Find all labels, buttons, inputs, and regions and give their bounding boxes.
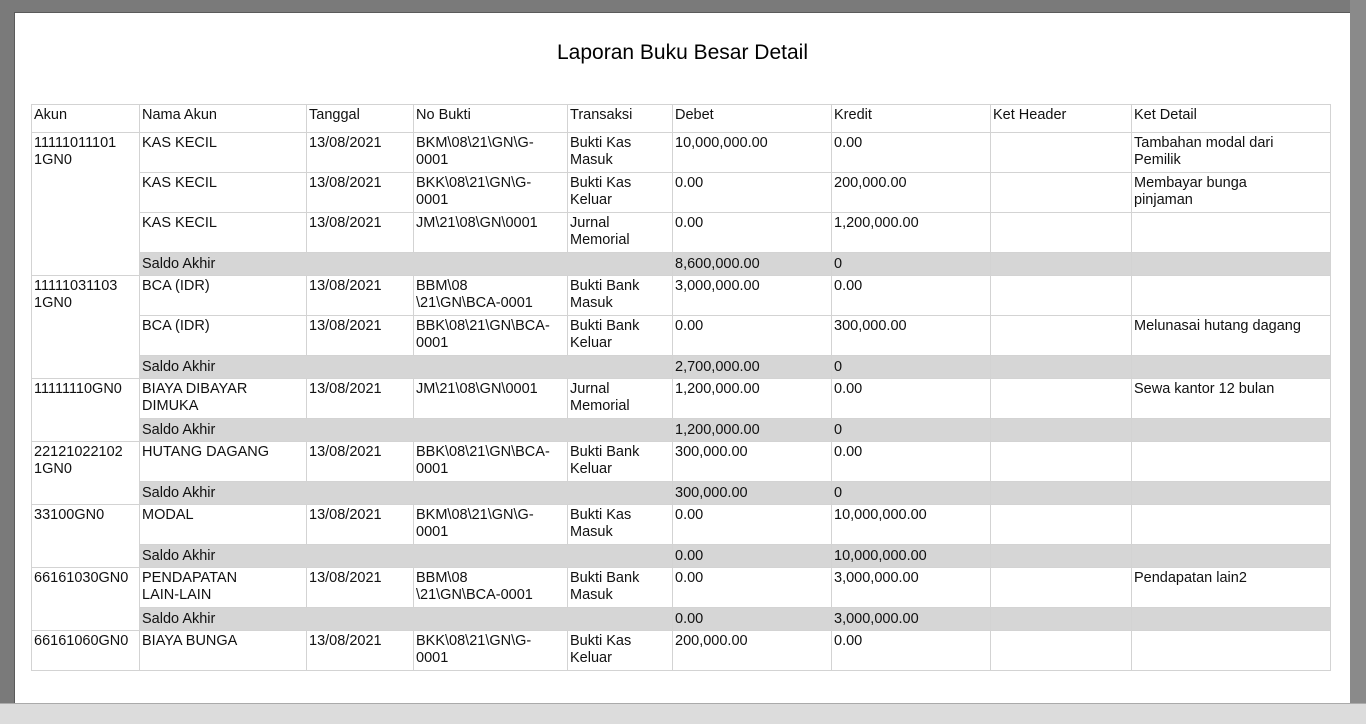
- col-kredit-header: Kredit: [832, 105, 991, 133]
- saldo-row: [32, 419, 1331, 442]
- table-row: [32, 379, 1331, 419]
- col-no-bukti-header: No Bukti: [414, 105, 568, 133]
- saldo-kredit: 3,000,000.00: [832, 608, 991, 631]
- saldo-ket-detail: [1132, 545, 1331, 568]
- cell-no-bukti: JM\21\08\GN\0001: [414, 213, 568, 253]
- saldo-label: Saldo Akhir: [140, 482, 673, 505]
- saldo-debet: 2,700,000.00: [673, 356, 832, 379]
- cell-nama-akun: BCA (IDR): [140, 316, 307, 356]
- saldo-kredit: 0: [832, 253, 991, 276]
- table-row: [32, 173, 1331, 213]
- col-tanggal-header: Tanggal: [307, 105, 414, 133]
- saldo-ket-detail: [1132, 356, 1331, 379]
- saldo-debet: 1,200,000.00: [673, 419, 832, 442]
- table-row: [32, 276, 1331, 316]
- cell-akun: 11111031103 1GN0: [32, 276, 140, 379]
- window-edge: [1350, 0, 1366, 703]
- cell-akun: 33100GN0: [32, 505, 140, 568]
- cell-ket-detail: Pendapatan lain2: [1132, 568, 1331, 608]
- saldo-ket-detail: [1132, 608, 1331, 631]
- saldo-ket-detail: [1132, 419, 1331, 442]
- saldo-label: Saldo Akhir: [140, 545, 673, 568]
- horizontal-scrollbar[interactable]: [0, 703, 1366, 724]
- cell-no-bukti: BBM\08 \21\GN\BCA-0001: [414, 568, 568, 608]
- cell-nama-akun: PENDAPATAN LAIN-LAIN: [140, 568, 307, 608]
- cell-debet: 10,000,000.00: [673, 133, 832, 173]
- cell-tanggal: 13/08/2021: [307, 631, 414, 671]
- cell-no-bukti: BKM\08\21\GN\G- 0001: [414, 133, 568, 173]
- table-row: [32, 442, 1331, 482]
- saldo-label: Saldo Akhir: [140, 253, 673, 276]
- cell-akun: 66161030GN0: [32, 568, 140, 631]
- cell-no-bukti: BKM\08\21\GN\G- 0001: [414, 505, 568, 545]
- cell-debet: 0.00: [673, 505, 832, 545]
- cell-nama-akun: BCA (IDR): [140, 276, 307, 316]
- cell-kredit: 0.00: [832, 442, 991, 482]
- cell-akun: 11111110GN0: [32, 379, 140, 442]
- cell-transaksi: Bukti Bank Masuk: [568, 568, 673, 608]
- cell-transaksi: Bukti Kas Masuk: [568, 505, 673, 545]
- cell-ket-detail: [1132, 505, 1331, 545]
- cell-tanggal: 13/08/2021: [307, 213, 414, 253]
- cell-transaksi: Jurnal Memorial: [568, 213, 673, 253]
- cell-ket-detail: [1132, 276, 1331, 316]
- cell-akun: 11111011101 1GN0: [32, 133, 140, 276]
- cell-kredit: 3,000,000.00: [832, 568, 991, 608]
- table-row: [32, 133, 1331, 173]
- col-transaksi-header: Transaksi: [568, 105, 673, 133]
- saldo-ket-header: [991, 482, 1132, 505]
- cell-ket-header: [991, 173, 1132, 213]
- cell-nama-akun: BIAYA BUNGA: [140, 631, 307, 671]
- cell-transaksi: Bukti Bank Keluar: [568, 442, 673, 482]
- cell-debet: 0.00: [673, 316, 832, 356]
- cell-kredit: 1,200,000.00: [832, 213, 991, 253]
- cell-kredit: 0.00: [832, 379, 991, 419]
- cell-ket-header: [991, 442, 1132, 482]
- col-ket-detail-header: Ket Detail: [1132, 105, 1331, 133]
- col-nama-akun-header: Nama Akun: [140, 105, 307, 133]
- saldo-ket-detail: [1132, 482, 1331, 505]
- cell-nama-akun: BIAYA DIBAYAR DIMUKA: [140, 379, 307, 419]
- saldo-kredit: 0: [832, 419, 991, 442]
- cell-transaksi: Bukti Kas Keluar: [568, 631, 673, 671]
- saldo-ket-header: [991, 608, 1132, 631]
- cell-ket-detail: [1132, 442, 1331, 482]
- cell-tanggal: 13/08/2021: [307, 442, 414, 482]
- table-row: [32, 213, 1331, 253]
- cell-transaksi: Bukti Kas Masuk: [568, 133, 673, 173]
- cell-debet: 1,200,000.00: [673, 379, 832, 419]
- saldo-kredit: 0: [832, 356, 991, 379]
- saldo-row: [32, 356, 1331, 379]
- saldo-row: [32, 482, 1331, 505]
- cell-ket-detail: Membayar bunga pinjaman: [1132, 173, 1331, 213]
- saldo-ket-header: [991, 545, 1132, 568]
- cell-kredit: 10,000,000.00: [832, 505, 991, 545]
- cell-nama-akun: HUTANG DAGANG: [140, 442, 307, 482]
- cell-nama-akun: KAS KECIL: [140, 173, 307, 213]
- saldo-row: [32, 545, 1331, 568]
- ledger-table: [31, 104, 1331, 671]
- saldo-debet: 300,000.00: [673, 482, 832, 505]
- cell-tanggal: 13/08/2021: [307, 276, 414, 316]
- cell-ket-header: [991, 316, 1132, 356]
- cell-transaksi: Jurnal Memorial: [568, 379, 673, 419]
- cell-kredit: 0.00: [832, 631, 991, 671]
- col-akun-header: Akun: [32, 105, 140, 133]
- table-row: [32, 631, 1331, 671]
- cell-ket-header: [991, 213, 1132, 253]
- cell-debet: 0.00: [673, 173, 832, 213]
- saldo-debet: 0.00: [673, 545, 832, 568]
- cell-debet: 300,000.00: [673, 442, 832, 482]
- saldo-label: Saldo Akhir: [140, 419, 673, 442]
- cell-kredit: 300,000.00: [832, 316, 991, 356]
- cell-ket-detail: Melunasai hutang dagang: [1132, 316, 1331, 356]
- saldo-debet: 0.00: [673, 608, 832, 631]
- saldo-row: [32, 608, 1331, 631]
- cell-kredit: 0.00: [832, 133, 991, 173]
- saldo-label: Saldo Akhir: [140, 608, 673, 631]
- table-row: [32, 316, 1331, 356]
- cell-no-bukti: BBM\08 \21\GN\BCA-0001: [414, 276, 568, 316]
- cell-tanggal: 13/08/2021: [307, 173, 414, 213]
- cell-tanggal: 13/08/2021: [307, 133, 414, 173]
- cell-no-bukti: BBK\08\21\GN\BCA- 0001: [414, 442, 568, 482]
- cell-debet: 200,000.00: [673, 631, 832, 671]
- cell-no-bukti: BKK\08\21\GN\G- 0001: [414, 173, 568, 213]
- cell-ket-header: [991, 631, 1132, 671]
- saldo-kredit: 10,000,000.00: [832, 545, 991, 568]
- saldo-debet: 8,600,000.00: [673, 253, 832, 276]
- table-row: [32, 505, 1331, 545]
- saldo-kredit: 0: [832, 482, 991, 505]
- cell-tanggal: 13/08/2021: [307, 505, 414, 545]
- saldo-ket-header: [991, 419, 1132, 442]
- cell-akun: 22121022102 1GN0: [32, 442, 140, 505]
- cell-transaksi: Bukti Bank Masuk: [568, 276, 673, 316]
- saldo-row: [32, 253, 1331, 276]
- cell-ket-header: [991, 568, 1132, 608]
- cell-ket-header: [991, 379, 1132, 419]
- table-row: [32, 568, 1331, 608]
- table-header-row: [32, 105, 1331, 133]
- cell-nama-akun: KAS KECIL: [140, 213, 307, 253]
- report-title: Laporan Buku Besar Detail: [557, 41, 808, 64]
- saldo-label: Saldo Akhir: [140, 356, 673, 379]
- cell-ket-header: [991, 133, 1132, 173]
- saldo-ket-detail: [1132, 253, 1331, 276]
- cell-no-bukti: JM\21\08\GN\0001: [414, 379, 568, 419]
- saldo-ket-header: [991, 356, 1132, 379]
- col-debet-header: Debet: [673, 105, 832, 133]
- cell-tanggal: 13/08/2021: [307, 379, 414, 419]
- cell-ket-detail: [1132, 213, 1331, 253]
- cell-nama-akun: KAS KECIL: [140, 133, 307, 173]
- cell-nama-akun: MODAL: [140, 505, 307, 545]
- cell-ket-detail: [1132, 631, 1331, 671]
- cell-ket-detail: Sewa kantor 12 bulan: [1132, 379, 1331, 419]
- cell-no-bukti: BBK\08\21\GN\BCA- 0001: [414, 316, 568, 356]
- cell-transaksi: Bukti Bank Keluar: [568, 316, 673, 356]
- report-page: [14, 12, 1350, 713]
- cell-kredit: 0.00: [832, 276, 991, 316]
- cell-ket-header: [991, 505, 1132, 545]
- cell-ket-detail: Tambahan modal dari Pemilik: [1132, 133, 1331, 173]
- cell-transaksi: Bukti Kas Keluar: [568, 173, 673, 213]
- cell-kredit: 200,000.00: [832, 173, 991, 213]
- cell-debet: 0.00: [673, 568, 832, 608]
- cell-tanggal: 13/08/2021: [307, 316, 414, 356]
- col-ket-header-header: Ket Header: [991, 105, 1132, 133]
- saldo-ket-header: [991, 253, 1132, 276]
- cell-debet: 0.00: [673, 213, 832, 253]
- cell-no-bukti: BKK\08\21\GN\G- 0001: [414, 631, 568, 671]
- cell-akun: 66161060GN0: [32, 631, 140, 671]
- cell-ket-header: [991, 276, 1132, 316]
- cell-debet: 3,000,000.00: [673, 276, 832, 316]
- cell-tanggal: 13/08/2021: [307, 568, 414, 608]
- ledger-body: [32, 133, 1331, 671]
